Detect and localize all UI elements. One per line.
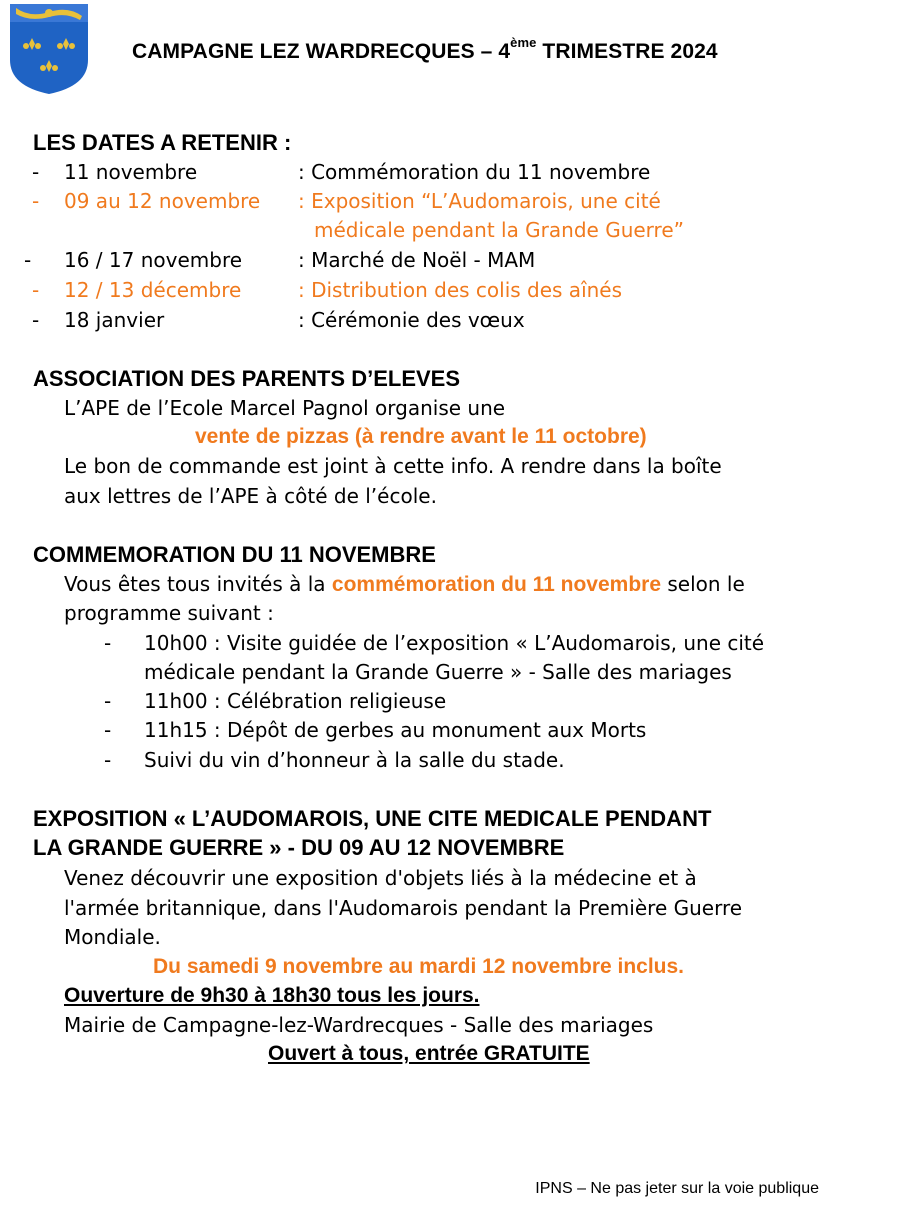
- date-item-event: : Distribution des colis des aînés: [298, 278, 623, 302]
- program-item: 11h15 : Dépôt de gerbes au monument aux Morts: [144, 718, 647, 742]
- exposition-heading: EXPOSITION « L’AUDOMAROIS, UNE CITE MEDICALE PENDANT: [33, 806, 712, 831]
- bullet-dash: -: [104, 748, 112, 772]
- exposition-hours: Ouverture de 9h30 à 18h30 tous les jours.: [64, 984, 480, 1007]
- ape-highlight: vente de pizzas (à rendre avant le 11 octobre): [195, 425, 647, 448]
- coat-of-arms-icon: [8, 2, 90, 96]
- ape-heading: ASSOCIATION DES PARENTS D’ELEVES: [33, 366, 461, 391]
- exposition-body: l'armée britannique, dans l'Audomarois pendant la Première Guerre: [64, 896, 743, 920]
- date-item-date: 11 novembre: [64, 160, 198, 184]
- date-item-event: : Marché de Noël - MAM: [298, 248, 536, 272]
- exposition-dates: Du samedi 9 novembre au mardi 12 novembre inclus.: [153, 955, 685, 978]
- exposition-location: Mairie de Campagne-lez-Wardrecques - Salle des mariages: [64, 1013, 654, 1037]
- exposition-body: Venez découvrir une exposition d'objets liés à la médecine et à: [64, 866, 697, 890]
- ape-line: aux lettres de l’APE à côté de l’école.: [64, 484, 437, 508]
- commemoration-intro: Vous êtes tous invités à la commémoration du 11 novembre selon le: [64, 572, 745, 596]
- date-item-date: 09 au 12 novembre: [64, 189, 261, 213]
- footer-text: IPNS – Ne pas jeter sur la voie publique: [535, 1180, 819, 1197]
- bullet-dash: -: [104, 718, 112, 742]
- date-item-date: 18 janvier: [64, 308, 165, 332]
- bullet-dash: -: [32, 189, 40, 213]
- program-item: 10h00 : Visite guidée de l’exposition « L’Audomarois, une cité: [144, 631, 765, 655]
- bullet-dash: -: [32, 278, 40, 302]
- program-item: Suivi du vin d’honneur à la salle du stade.: [144, 748, 565, 772]
- ape-line: L’APE de l’Ecole Marcel Pagnol organise une: [64, 396, 506, 420]
- program-item: 11h00 : Célébration religieuse: [144, 689, 447, 713]
- dates-heading: LES DATES A RETENIR :: [33, 130, 292, 155]
- bullet-dash: -: [104, 689, 112, 713]
- date-item-date: 16 / 17 novembre: [64, 248, 243, 272]
- date-item-event: : Exposition “L’Audomarois, une cité: [298, 189, 661, 213]
- page-title: CAMPAGNE LEZ WARDRECQUES – 4ème TRIMESTRE 2024: [132, 35, 718, 63]
- commemoration-intro-line2: programme suivant :: [64, 601, 274, 625]
- exposition-body: Mondiale.: [64, 925, 161, 949]
- ape-line: Le bon de commande est joint à cette info. A rendre dans la boîte: [64, 454, 722, 478]
- bullet-dash: -: [104, 631, 112, 655]
- date-item-event-cont: médicale pendant la Grande Guerre”: [314, 218, 684, 242]
- exposition-entry: Ouvert à tous, entrée GRATUITE: [268, 1042, 590, 1065]
- exposition-heading-line2: LA GRANDE GUERRE » - DU 09 AU 12 NOVEMBRE: [33, 835, 565, 860]
- date-item-event: : Commémoration du 11 novembre: [298, 160, 651, 184]
- bullet-dash: -: [32, 308, 40, 332]
- commemoration-heading: COMMEMORATION DU 11 NOVEMBRE: [33, 542, 436, 567]
- date-item-date: 12 / 13 décembre: [64, 278, 242, 302]
- bullet-dash: -: [24, 248, 32, 272]
- bullet-dash: -: [32, 160, 40, 184]
- program-item-cont: médicale pendant la Grande Guerre » - Salle des mariages: [144, 660, 732, 684]
- date-item-event: : Cérémonie des vœux: [298, 308, 525, 332]
